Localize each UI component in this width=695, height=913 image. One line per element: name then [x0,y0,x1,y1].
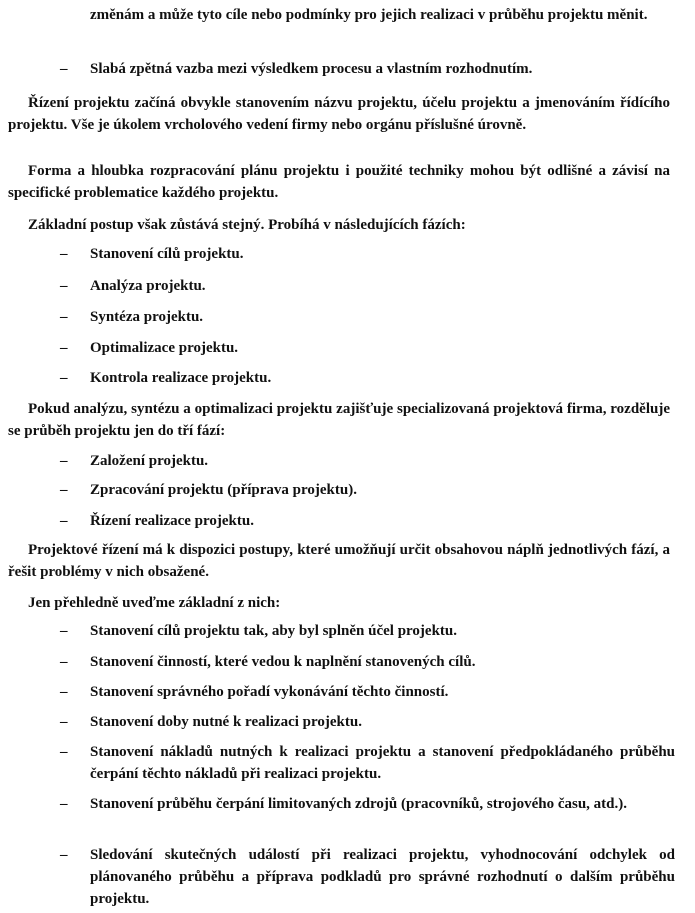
list-item-text: Stanovení doby nutné k realizaci projektu. [90,714,362,730]
list-item [60,741,675,785]
list-item-text: Založení projektu. [90,453,209,469]
list-item [60,681,675,703]
dash-bullet: – [60,482,68,498]
paragraph [8,92,670,136]
dash-bullet: – [60,513,68,529]
list-item-text: Stanovení průběhu čerpání limitovaných zdrojů (pracovníků, strojového času, atd.). [90,796,627,812]
paragraph-text: Forma a hloubka rozpracování plánu projektu i použité techniky mohou být odlišné a závisí na specifické problematice každého projektu. [8,163,670,201]
paragraph-text: Řízení projektu začíná obvykle stanovením názvu projektu, účelu projektu a jmenováním řídícího projektu. Vše je úkolem vrcholového vedení firmy nebo orgánu příslušné úrovně. [8,95,670,133]
paragraph [8,398,670,442]
list-item-text: Syntéza projektu. [90,309,204,325]
dash-bullet: – [60,684,68,700]
list-item [60,793,675,815]
paragraph-text: Pokud analýzu, syntézu a optimalizaci projektu zajišťuje specializovaná projektová firma, rozděluje se průběh projektu jen do tří fází: [8,401,670,439]
list-item [60,651,675,673]
paragraph-text: Jen přehledně uveďme základní z nich: [28,595,281,611]
dash-bullet: – [60,796,68,812]
paragraph-text: Projektové řízení má k dispozici postupy, které umožňují určit obsahovou náplň jednotlivých fází, a řešit problémy v nich obsažené. [8,542,670,580]
list-item-text: Kontrola realizace projektu. [90,370,272,386]
dash-bullet: – [60,246,68,262]
dash-bullet: – [60,847,68,863]
dash-bullet: – [60,370,68,386]
list-item-text: Stanovení činností, které vedou k naplnění stanovených cílů. [90,654,476,670]
list-item-text: Sledování skutečných událostí při realizaci projektu, vyhodnocování odchylek od plánovaného průběhu a příprava podkladů pro správné rozhodnutí o dalším průběhu projektu. [90,847,675,907]
paragraph-text: Základní postup však zůstává stejný. Probíhá v následujících fázích: [28,217,466,233]
list-item [60,844,675,910]
list-item [60,367,675,389]
dash-bullet: – [60,61,68,77]
continuation-text: změnám a může tyto cíle nebo podmínky pro jejich realizaci v průběhu projektu měnit. [90,7,648,23]
list-item-text: Analýza projektu. [90,278,206,294]
dash-bullet: – [60,278,68,294]
dash-bullet: – [60,744,68,760]
list-item [60,450,675,472]
paragraph [8,539,670,583]
list-item [60,510,675,532]
dash-bullet: – [60,453,68,469]
list-item [60,620,675,642]
list-item [60,243,675,265]
list-item [60,711,675,733]
list-item [60,58,675,80]
list-item-text: Optimalizace projektu. [90,340,239,356]
dash-bullet: – [60,654,68,670]
dash-bullet: – [60,309,68,325]
list-item-text: Stanovení cílů projektu. [90,246,244,262]
list-item [60,306,675,328]
dash-bullet: – [60,340,68,356]
list-item [60,275,675,297]
list-item-text: Řízení realizace projektu. [90,513,254,529]
list-item-text: Slabá zpětná vazba mezi výsledkem procesu a vlastním rozhodnutím. [90,61,533,77]
list-item-text: Stanovení cílů projektu tak, aby byl splněn účel projektu. [90,623,458,639]
paragraph [8,214,670,236]
dash-bullet: – [60,623,68,639]
list-item [60,337,675,359]
paragraph [8,160,670,204]
list-item-text: Stanovení správného pořadí vykonávání těchto činností. [90,684,449,700]
paragraph [8,592,670,614]
list-item-text: Stanovení nákladů nutných k realizaci projektu a stanovení předpokládaného průběhu čerpání těchto nákladů při realizaci projektu. [90,744,675,782]
dash-bullet: – [60,714,68,730]
list-item [60,479,675,501]
list-item-text: Zpracování projektu (příprava projektu). [90,482,357,498]
